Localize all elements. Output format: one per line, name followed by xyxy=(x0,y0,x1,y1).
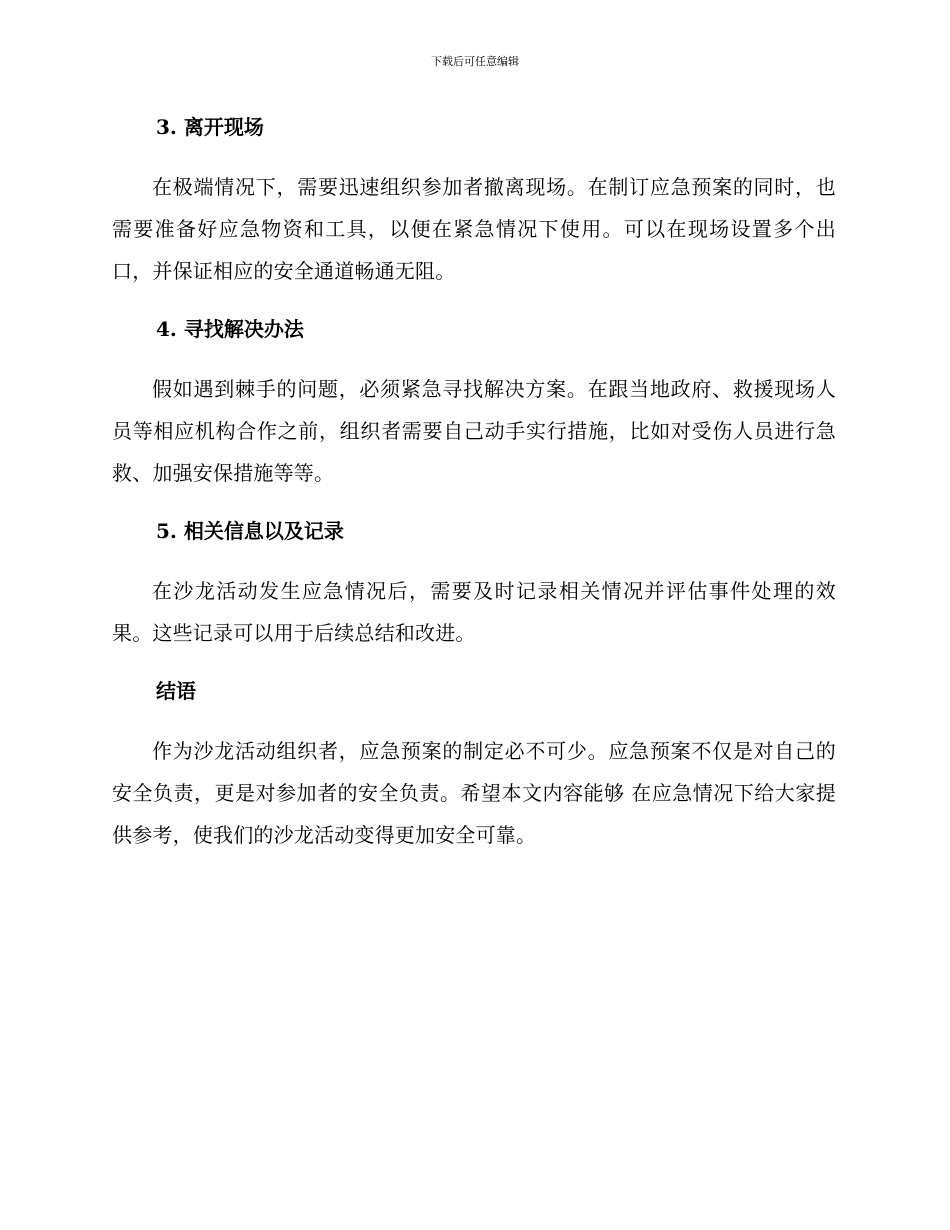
section-heading-find-solution: 4. 寻找解决办法 xyxy=(156,317,304,341)
section-heading-leave-site: 3. 离开现场 xyxy=(156,115,264,139)
section-paragraph-find-solution: 假如遇到棘手的问题，必须紧急寻找解决方案。在跟当地政府、救援现场人员等相应机构合作之前，组织者需要自己动手实行措施，比如对受伤人员进行急救、加强安保措施等等。 xyxy=(112,377,836,485)
document-body xyxy=(112,112,836,856)
section-paragraph-leave-site: 在极端情况下，需要迅速组织参加者撤离现场。在制订应急预案的同时，也需要准备好应急物资和工具，以便在紧急情况下使用。可以在现场设置多个出口，并保证相应的安全通道畅通无阻。 xyxy=(112,175,836,283)
section-heading-conclusion: 结语 xyxy=(156,679,196,703)
section-paragraph-conclusion: 作为沙龙活动组织者，应急预案的制定必不可少。应急预案不仅是对自己的安全负责，更是对参加者的安全负责。希望本文内容能够 在应急情况下给大家提供参考，使我们的沙龙活动变得更加安全可靠。 xyxy=(112,739,836,847)
section-heading-records: 5. 相关信息以及记录 xyxy=(156,519,344,543)
page-header: 下载后可任意编辑 xyxy=(431,55,519,68)
section-paragraph-records: 在沙龙活动发生应急情况后，需要及时记录相关情况并评估事件处理的效果。这些记录可以用于后续总结和改进。 xyxy=(112,579,836,645)
